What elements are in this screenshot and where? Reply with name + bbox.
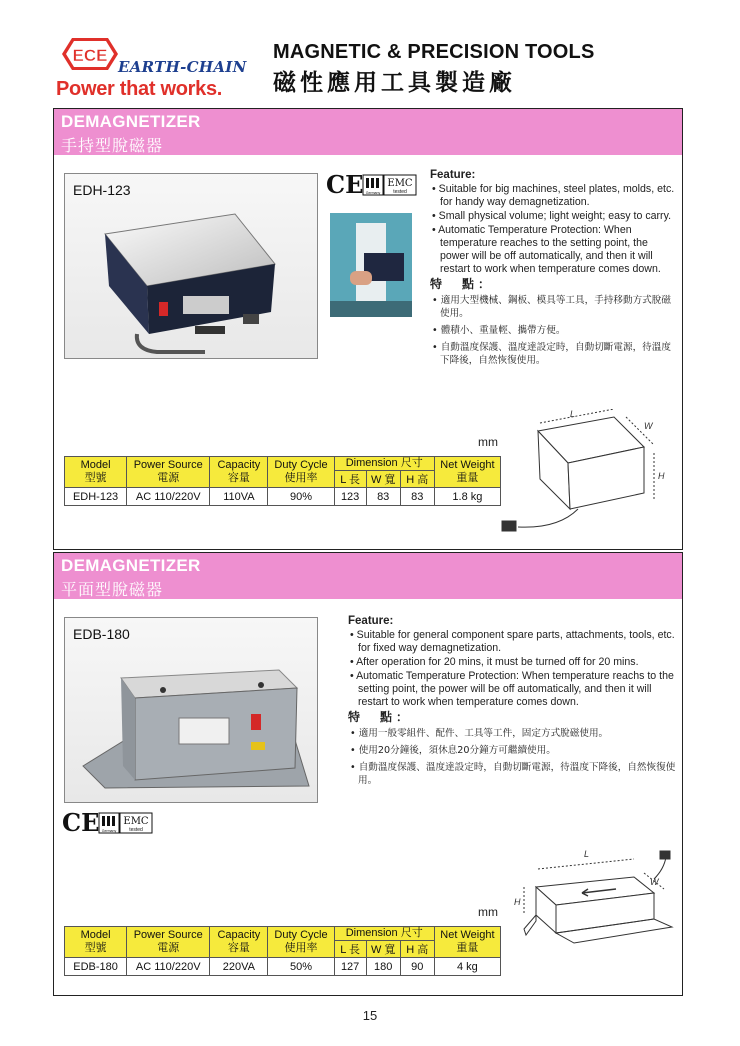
certification-logos bbox=[62, 809, 156, 837]
table-row: EDB-180 AC 110/220V 220VA 50% 127 180 90 4 kg bbox=[65, 958, 501, 976]
col-model: Model 型號 bbox=[65, 927, 127, 958]
section-handheld-demagnetizer bbox=[53, 108, 683, 550]
usage-photo bbox=[330, 213, 412, 317]
header-title-en: MAGNETIC & PRECISION TOOLS bbox=[273, 41, 595, 63]
feature-list bbox=[430, 169, 678, 371]
col-capacity: Capacity 容量 bbox=[210, 457, 268, 488]
svg-text:W: W bbox=[644, 421, 653, 431]
header-title-zh: 磁性應用工具製造廠 bbox=[273, 70, 516, 96]
col-dimension: Dimension 尺寸 bbox=[334, 457, 434, 471]
unit-label: mm bbox=[478, 435, 498, 449]
col-model: Model 型號 bbox=[65, 457, 127, 488]
feature-title-zh: 特 點： bbox=[348, 710, 413, 724]
feature-list bbox=[348, 615, 676, 791]
brand-tagline: Power that works. bbox=[56, 78, 223, 100]
section-flat-demagnetizer bbox=[53, 552, 683, 996]
col-duty: Duty Cycle 使用率 bbox=[268, 927, 334, 958]
ece-logo-icon bbox=[58, 34, 122, 74]
product-model-label: EDH-123 bbox=[73, 182, 131, 198]
section-title-en: DEMAGNETIZER bbox=[61, 112, 201, 131]
section-title-zh: 平面型脫磁器 bbox=[61, 580, 164, 599]
feature-title: Feature: bbox=[348, 615, 394, 627]
emc-mark-icon: EMC bbox=[123, 816, 149, 827]
svg-text:H: H bbox=[514, 897, 521, 907]
feature-item-zh: • 使用20分鐘後，須休息20分鐘方可繼續使用。 bbox=[348, 744, 676, 757]
ce-mark-icon: CE bbox=[62, 809, 100, 837]
col-capacity: Capacity 容量 bbox=[210, 927, 268, 958]
feature-item-zh: • 適用大型機械、鋼板、模具等工具，手持移動方式脫磁使用。 bbox=[430, 294, 678, 320]
unit-label: mm bbox=[478, 905, 498, 919]
svg-text:Germany: Germany bbox=[101, 829, 117, 833]
feature-item: • Small physical volume; light weight; easy to carry. bbox=[430, 210, 678, 223]
brand-name: EARTH-CHAIN bbox=[118, 58, 247, 76]
section-title-band bbox=[54, 553, 682, 599]
feature-title: Feature: bbox=[430, 169, 476, 181]
svg-text:tested: tested bbox=[129, 827, 143, 833]
feature-item-zh: • 體積小、重量輕、攜帶方便。 bbox=[430, 324, 678, 337]
handheld-demagnetizer-image bbox=[65, 174, 319, 360]
feature-item-zh: • 適用一般零組件、配件、工具等工件，固定方式脫磁使用。 bbox=[348, 727, 676, 740]
dimension-diagram bbox=[498, 409, 678, 541]
section-title-band bbox=[54, 109, 682, 155]
col-weight: Net Weight 重量 bbox=[434, 457, 500, 488]
section-title-en: DEMAGNETIZER bbox=[61, 556, 201, 575]
feature-item-zh: • 自動溫度保護、溫度達設定時，自動切斷電源，待溫度下降後，自然恢復使用。 bbox=[348, 761, 676, 787]
spec-table: Model 型號 Power Source 電源 Capacity 容量 Duty Cycle 使用率 Dimension 尺寸 Net Weight 重量 L 長 W 寬 H 高 EDB-180 AC 110/220V 220VA 50% 127 180 90 4 kg bbox=[64, 926, 501, 976]
spec-table: Model 型號 Power Source 電源 Capacity 容量 Duty Cycle 使用率 Dimension 尺寸 Net Weight 重量 L 長 W 寬 H 高 EDH-123 AC 110/220V 110VA 90% 123 83 83 1.8 kg bbox=[64, 456, 501, 506]
product-model-label: EDB-180 bbox=[73, 626, 130, 642]
flat-demagnetizer-image bbox=[65, 618, 319, 804]
col-duty: Duty Cycle 使用率 bbox=[268, 457, 334, 488]
product-photo-frame bbox=[64, 617, 318, 803]
brand-logo bbox=[50, 30, 250, 102]
col-weight: Net Weight 重量 bbox=[434, 927, 500, 958]
emc-mark-icon: EMC bbox=[387, 178, 413, 189]
svg-text:H: H bbox=[658, 471, 665, 481]
certification-logos bbox=[326, 171, 420, 199]
section-title-zh: 手持型脫磁器 bbox=[61, 136, 164, 155]
page-number: 15 bbox=[362, 1008, 378, 1023]
dimension-diagram bbox=[504, 849, 678, 961]
logo-letters: ECE bbox=[72, 46, 108, 65]
feature-item: • Automatic Temperature Protection: When temperature reaches to the setting point, the power will be off automatically, and then it will restart to work when temperature comes down. bbox=[430, 224, 678, 276]
svg-text:L: L bbox=[584, 849, 590, 859]
feature-item: • Suitable for general component spare parts, attachments, tools, etc. for fixed way demagnetization. bbox=[348, 629, 676, 655]
col-power: Power Source 電源 bbox=[127, 927, 210, 958]
feature-item-zh: • 自動溫度保護、溫度達設定時，自動切斷電源，待溫度下降後，自然恢復使用。 bbox=[430, 341, 678, 367]
svg-text:L: L bbox=[570, 409, 576, 419]
table-row: EDH-123 AC 110/220V 110VA 90% 123 83 83 1.8 kg bbox=[65, 488, 501, 506]
svg-text:Germany: Germany bbox=[365, 191, 381, 195]
col-power: Power Source 電源 bbox=[127, 457, 210, 488]
feature-title-zh: 特 點： bbox=[430, 277, 495, 291]
feature-item: • After operation for 20 mins, it must be turned off for 20 mins. bbox=[348, 656, 676, 669]
ce-mark-icon: CE bbox=[326, 171, 364, 199]
feature-item: • Suitable for big machines, steel plates, molds, etc. for handy way demagnetization. bbox=[430, 183, 678, 209]
product-photo-frame bbox=[64, 173, 318, 359]
col-dimension: Dimension 尺寸 bbox=[334, 927, 434, 941]
svg-text:W: W bbox=[650, 877, 659, 887]
svg-text:tested: tested bbox=[393, 189, 407, 195]
feature-item: • Automatic Temperature Protection: When temperature reachs to the setting point, the power will be off automatically, and then it will restart to work when temperature comes down. bbox=[348, 670, 676, 709]
